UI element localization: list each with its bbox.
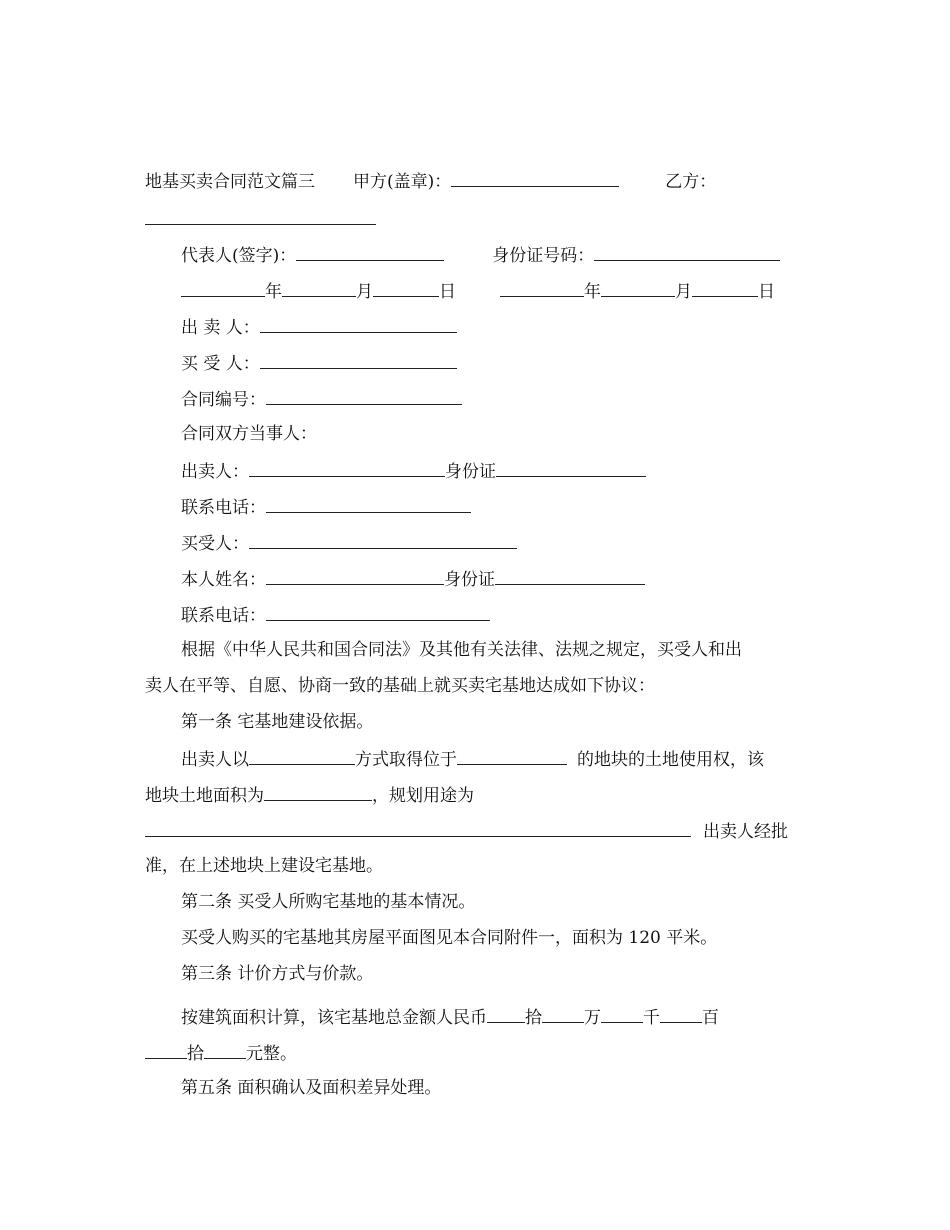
p2-f: 出卖人经批 (703, 822, 788, 842)
party-b-blank-line (145, 206, 376, 232)
article-2 (181, 890, 475, 914)
article-1 (181, 710, 373, 734)
unit-bai: 百 (702, 1008, 719, 1028)
amount-shi-blank[interactable] (145, 1040, 187, 1059)
para3 (181, 926, 717, 950)
seller-name-label: 出卖人： (181, 462, 249, 482)
unit-shi-1: 拾 (525, 1008, 542, 1028)
para1-line1 (181, 638, 742, 662)
id-no-label: 身份证号码： (492, 246, 595, 266)
doc-title: 地基买卖合同范文篇三 (145, 172, 315, 192)
unit-shi-2: 拾 (187, 1044, 204, 1064)
amount-qian-blank[interactable] (601, 1004, 643, 1023)
rep-sign-blank[interactable] (296, 242, 444, 261)
para2-line1 (181, 746, 764, 772)
day-label-2: 日 (758, 282, 775, 302)
amount-shiwan-blank[interactable] (487, 1004, 525, 1023)
seller-label-line (181, 314, 457, 340)
article-3-text: 第三条 计价方式与价款。 (181, 964, 374, 984)
day-blank-1[interactable] (373, 278, 439, 297)
seller-name-blank[interactable] (249, 458, 445, 477)
article-3 (181, 962, 373, 986)
day-blank-2[interactable] (692, 278, 758, 297)
buyer-phone-label: 联系电话： (181, 606, 266, 626)
seller-phone-line (181, 494, 471, 520)
party-b-label: 乙方： (665, 172, 717, 192)
para4-line2 (145, 1040, 297, 1066)
para3-text: 买受人购买的宅基地其房屋平面图见本合同附件一，面积为 120 平米。 (181, 928, 718, 948)
unit-qian: 千 (643, 1008, 660, 1028)
parties-line (181, 422, 317, 446)
year-blank-1[interactable] (181, 278, 265, 297)
location-blank[interactable] (457, 746, 567, 765)
para1-line2 (145, 674, 655, 698)
unit-wan: 万 (584, 1008, 601, 1028)
year-label-2: 年 (584, 282, 601, 302)
seller-id-blank[interactable] (496, 458, 646, 477)
p2-e: ，规划用途为 (372, 786, 474, 806)
parties-label: 合同双方当事人： (181, 424, 317, 444)
para4-line1 (181, 1004, 719, 1030)
title-line (145, 168, 716, 194)
month-label: 月 (356, 282, 373, 302)
para2-line3 (145, 818, 788, 844)
unit-yuan: 元整。 (246, 1044, 297, 1064)
article-2-text: 第二条 买受人所购宅基地的基本情况。 (181, 892, 476, 912)
name-blank[interactable] (266, 566, 444, 585)
rep-sign-label: 代表人(签字)： (181, 246, 297, 266)
rep-line (181, 242, 780, 268)
acquire-method-blank[interactable] (249, 746, 355, 765)
year-label: 年 (265, 282, 282, 302)
party-b-blank[interactable] (145, 206, 376, 225)
buyer-name-label: 买受人： (181, 534, 249, 554)
article-5 (181, 1076, 441, 1100)
id-no-blank[interactable] (594, 242, 780, 261)
article-1-text: 第一条 宅基地建设依据。 (181, 712, 374, 732)
para2-line2 (145, 782, 474, 808)
p2-d: 地块土地面积为 (145, 786, 264, 806)
seller-blank[interactable] (260, 314, 457, 333)
p2-g: 准，在上述地块上建设宅基地。 (145, 856, 383, 876)
party-a-label: 甲方(盖章)： (353, 172, 452, 192)
date-line (181, 278, 775, 304)
buyer-name-blank[interactable] (249, 530, 517, 549)
name-id-blank[interactable] (495, 566, 645, 585)
seller-phone-blank[interactable] (266, 494, 471, 513)
contract-no-blank[interactable] (266, 386, 462, 405)
article-5-text: 第五条 面积确认及面积差异处理。 (181, 1078, 442, 1098)
day-label: 日 (439, 282, 456, 302)
para1-text-b: 卖人在平等、自愿、协商一致的基础上就买卖宅基地达成如下协议： (145, 676, 655, 696)
buyer-phone-blank[interactable] (266, 602, 490, 621)
seller-id-label: 身份证 (445, 462, 496, 482)
month-blank-2[interactable] (601, 278, 675, 297)
p2-c: 的地块的土地使用权，该 (577, 750, 764, 770)
amount-bai-blank[interactable] (660, 1004, 702, 1023)
p2-a: 出卖人以 (181, 750, 249, 770)
seller-label: 出 卖 人： (181, 318, 260, 338)
seller-phone-label: 联系电话： (181, 498, 266, 518)
name-line (181, 566, 645, 592)
contract-no-label: 合同编号： (181, 390, 266, 410)
buyer-line (181, 530, 517, 556)
amount-yuan-blank[interactable] (204, 1040, 246, 1059)
para1-text-a: 根据《中华人民共和国合同法》及其他有关法律、法规之规定，买受人和出 (181, 640, 742, 660)
buyer-blank[interactable] (260, 350, 457, 369)
party-a-blank[interactable] (451, 168, 619, 187)
name-label: 本人姓名： (181, 570, 266, 590)
para2-line4 (145, 854, 383, 878)
month-blank-1[interactable] (282, 278, 356, 297)
buyer-label-line (181, 350, 457, 376)
p2-b: 方式取得位于 (355, 750, 457, 770)
month-label-2: 月 (675, 282, 692, 302)
p4-a: 按建筑面积计算，该宅基地总金额人民币 (181, 1008, 487, 1028)
area-blank[interactable] (264, 782, 372, 801)
amount-wan-blank[interactable] (542, 1004, 584, 1023)
seller-line (181, 458, 646, 484)
buyer-phone-line (181, 602, 490, 628)
year-blank-2[interactable] (500, 278, 584, 297)
name-id-label: 身份证 (444, 570, 495, 590)
buyer-label: 买 受 人： (181, 354, 260, 374)
usage-blank[interactable] (145, 818, 691, 837)
contract-no-line (181, 386, 462, 412)
